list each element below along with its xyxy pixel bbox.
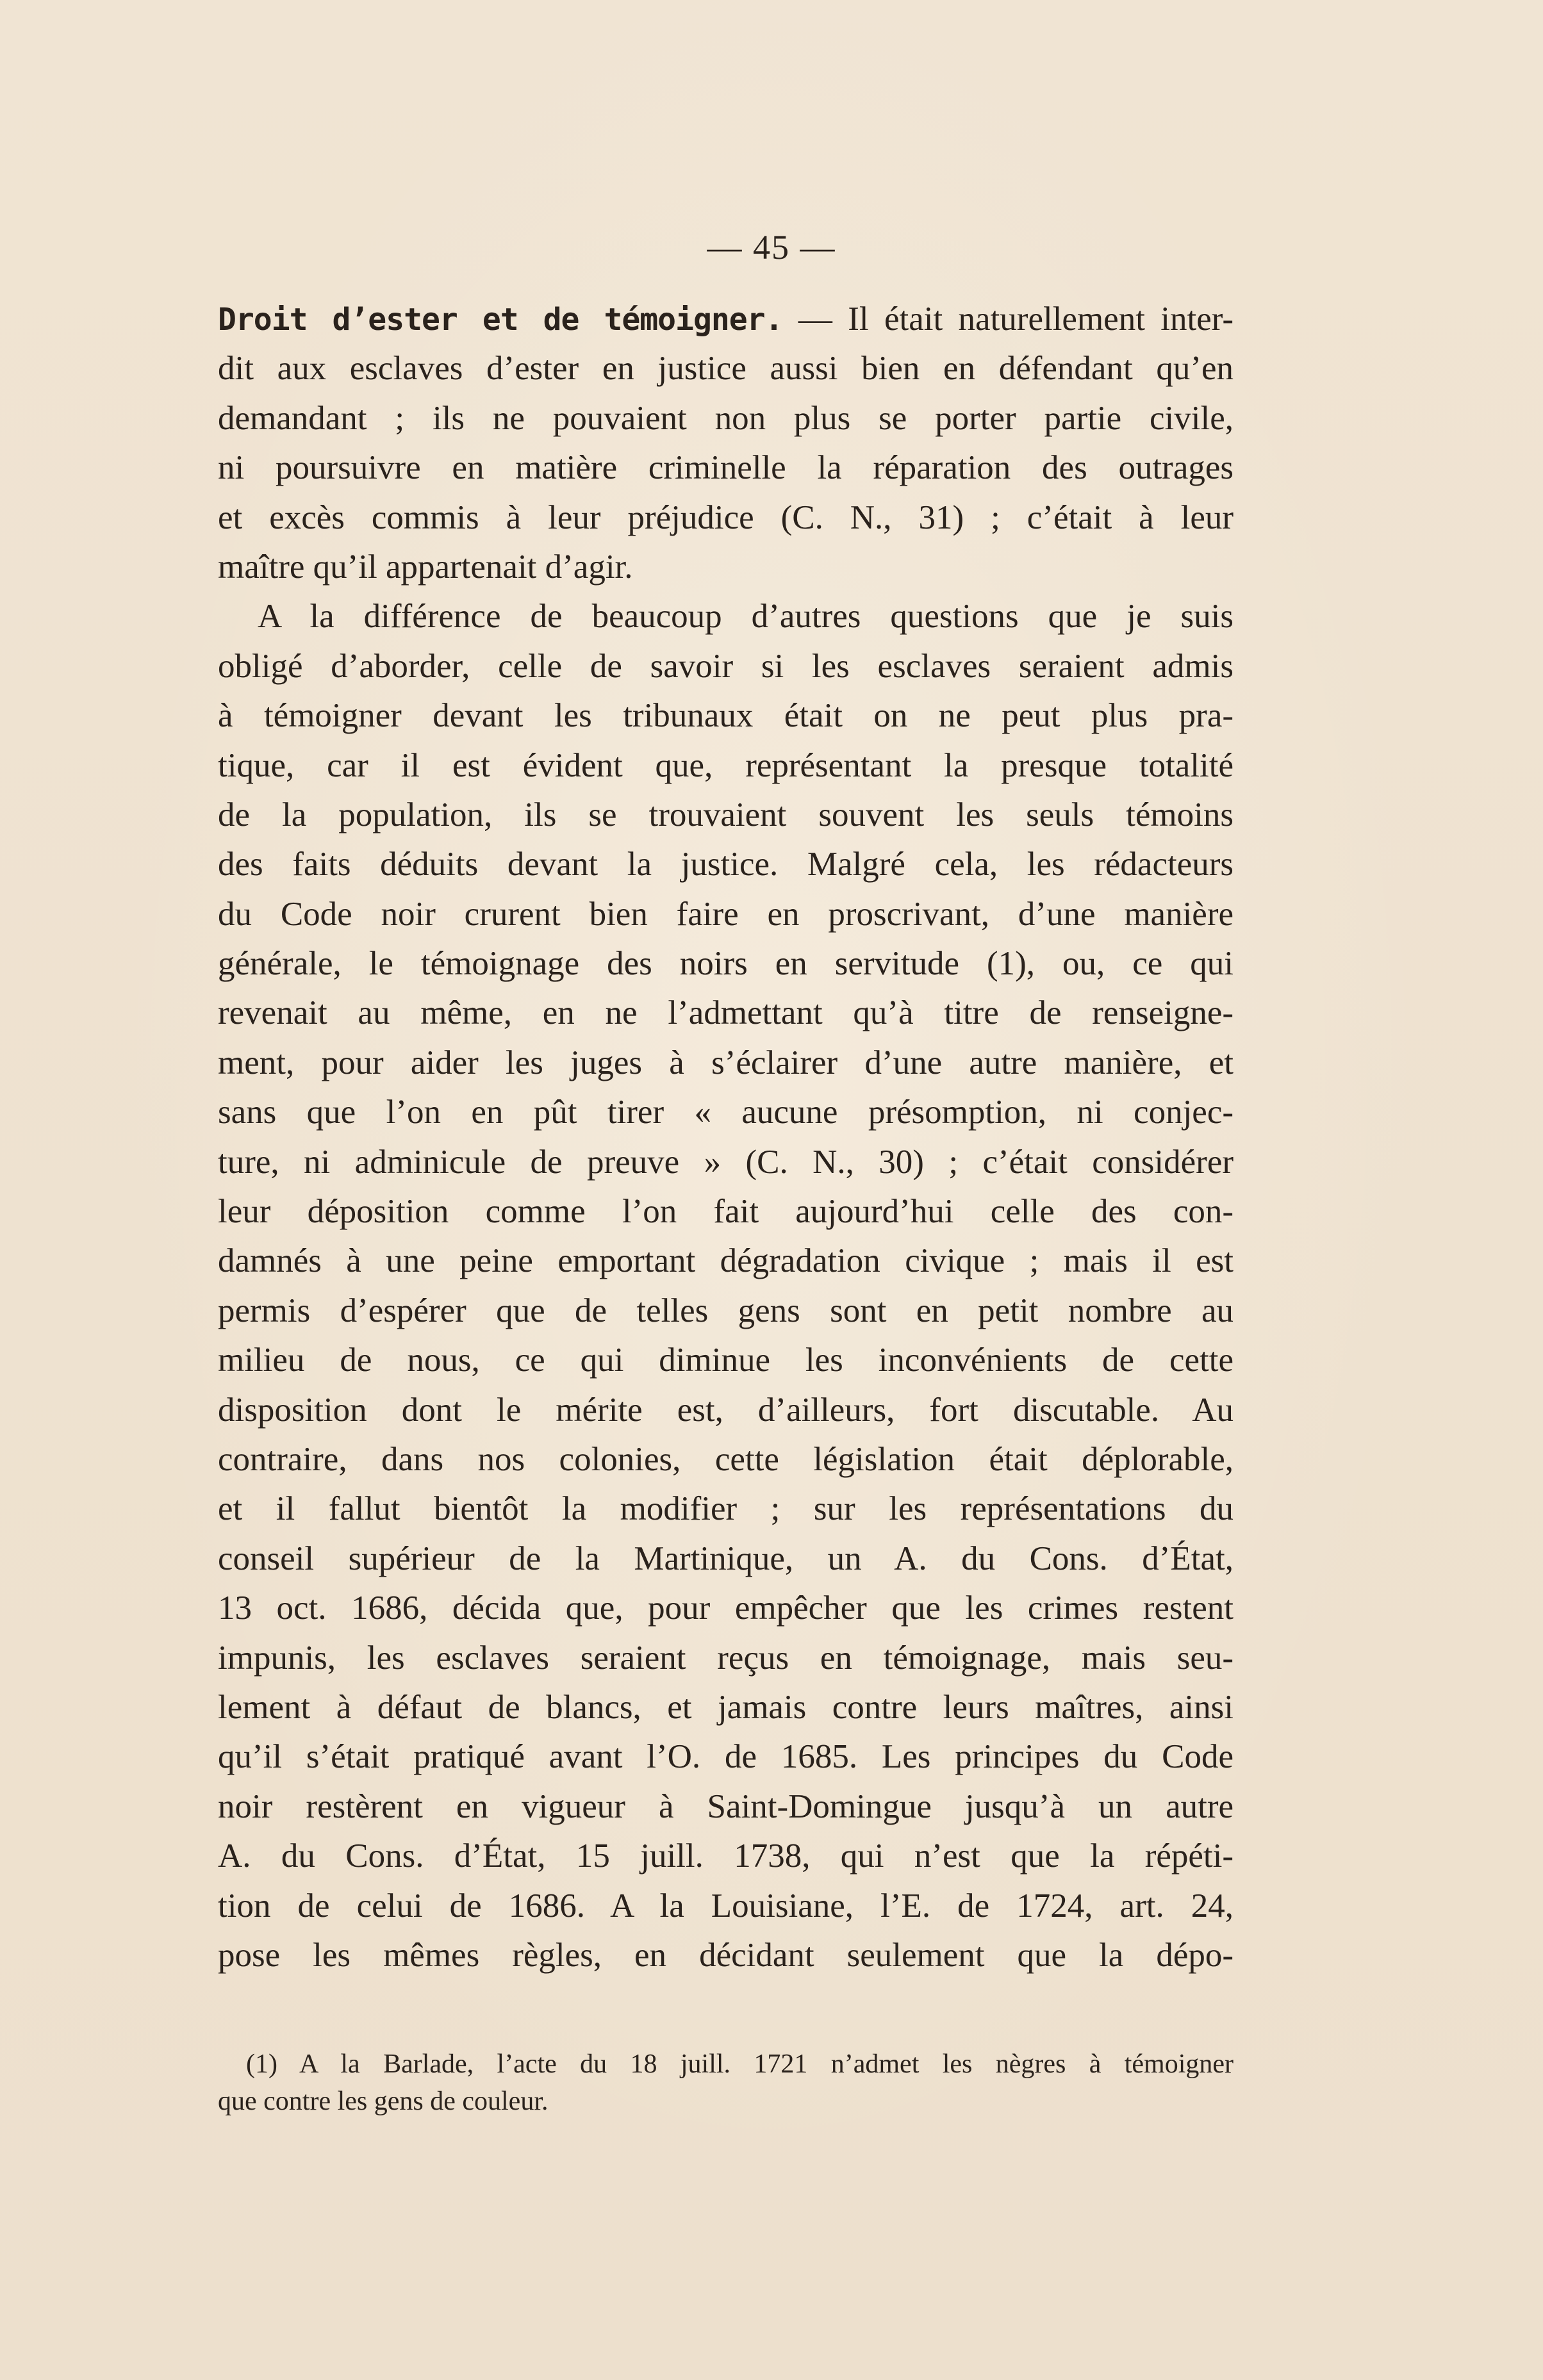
text-line: générale, le témoignage des noirs en servitude (1), ou, ce qui [218,945,1234,983]
text-line: et il fallut bientôt la modifier ; sur les représentations du [218,1490,1234,1528]
text-line: ture, ni adminicule de preuve » (C. N., 30) ; c’était considérer [218,1143,1234,1181]
page-number: — 45 — [707,228,836,267]
text-line: ni poursuivre en matière criminelle la réparation des outrages [218,449,1234,487]
text-line: permis d’espérer que de telles gens sont en petit nombre au [218,1292,1234,1329]
text-line: à témoigner devant les tribunaux était on ne peut plus pra- [218,697,1234,735]
text-line: milieu de nous, ce qui diminue les inconvénients de cette [218,1342,1234,1379]
text-line: contraire, dans nos colonies, cette législation était déplorable, [218,1440,1234,1478]
text-line: pose les mêmes règles, en décidant seulement que la dépo- [218,1936,1234,1974]
text-line: conseil supérieur de la Martinique, un A. du Cons. d’État, [218,1539,1234,1577]
text-line: revenait au même, en ne l’admettant qu’à titre de renseigne- [218,994,1234,1032]
text-line: A. du Cons. d’État, 15 juill. 1738, qui n’est que la répéti- [218,1837,1234,1875]
text-line: tion de celui de 1686. A la Louisiane, l’E. de 1724, art. 24, [218,1887,1234,1925]
text-line: maître qu’il appartenait d’agir. [218,548,633,586]
text-line: impunis, les esclaves seraient reçus en témoignage, mais seu- [218,1639,1234,1677]
text-line: damnés à une peine emportant dégradation civique ; mais il est [218,1242,1234,1280]
text-line: A la différence de beaucoup d’autres questions que je suis [258,598,1234,636]
body-text [218,295,1234,1980]
section-heading: Droit d’ester et de témoigner. [218,302,783,338]
text-line: tique, car il est évident que, représentant la presque totalité [218,746,1234,784]
text-line: des faits déduits devant la justice. Malgré cela, les rédacteurs [218,846,1234,883]
text-line: de la population, ils se trouvaient souvent les seuls témoins [218,796,1234,833]
text-line: qu’il s’était pratiqué avant l’O. de 1685. Les principes du Code [218,1738,1234,1776]
text-line: lement à défaut de blancs, et jamais contre leurs maîtres, ainsi [218,1688,1234,1726]
text-line: du Code noir crurent bien faire en proscrivant, d’une manière [218,895,1234,933]
text-line [218,295,1234,344]
text-line: disposition dont le mérite est, d’ailleurs, fort discutable. Au [218,1391,1234,1429]
text-line: obligé d’aborder, celle de savoir si les esclaves seraient admis [218,647,1234,685]
text-line: et excès commis à leur préjudice (C. N., 31) ; c’était à leur [218,498,1234,536]
footnote-line: (1) A la Barlade, l’acte du 18 juill. 1721 n’admet les nègres à témoigner [246,2049,1234,2079]
text-line: sans que l’on en pût tirer « aucune présomption, ni conjec- [218,1094,1234,1131]
text-line: 13 oct. 1686, décida que, pour empêcher que les crimes restent [218,1589,1234,1627]
text-line: leur déposition comme l’on fait aujourd’hui celle des con- [218,1193,1234,1231]
text-line: dit aux esclaves d’ester en justice aussi bien en défendant qu’en [218,350,1234,388]
text-line: ment, pour aider les juges à s’éclairer d’une autre manière, et [218,1044,1234,1081]
footnote [218,2046,1234,2120]
text-line: noir restèrent en vigueur à Saint-Domingue jusqu’à un autre [218,1787,1234,1825]
text-line: demandant ; ils ne pouvaient non plus se porter partie civile, [218,399,1234,437]
footnote-line: que contre les gens de couleur. [218,2087,549,2116]
text-line-segment: — Il était naturellement inter- [782,300,1234,338]
